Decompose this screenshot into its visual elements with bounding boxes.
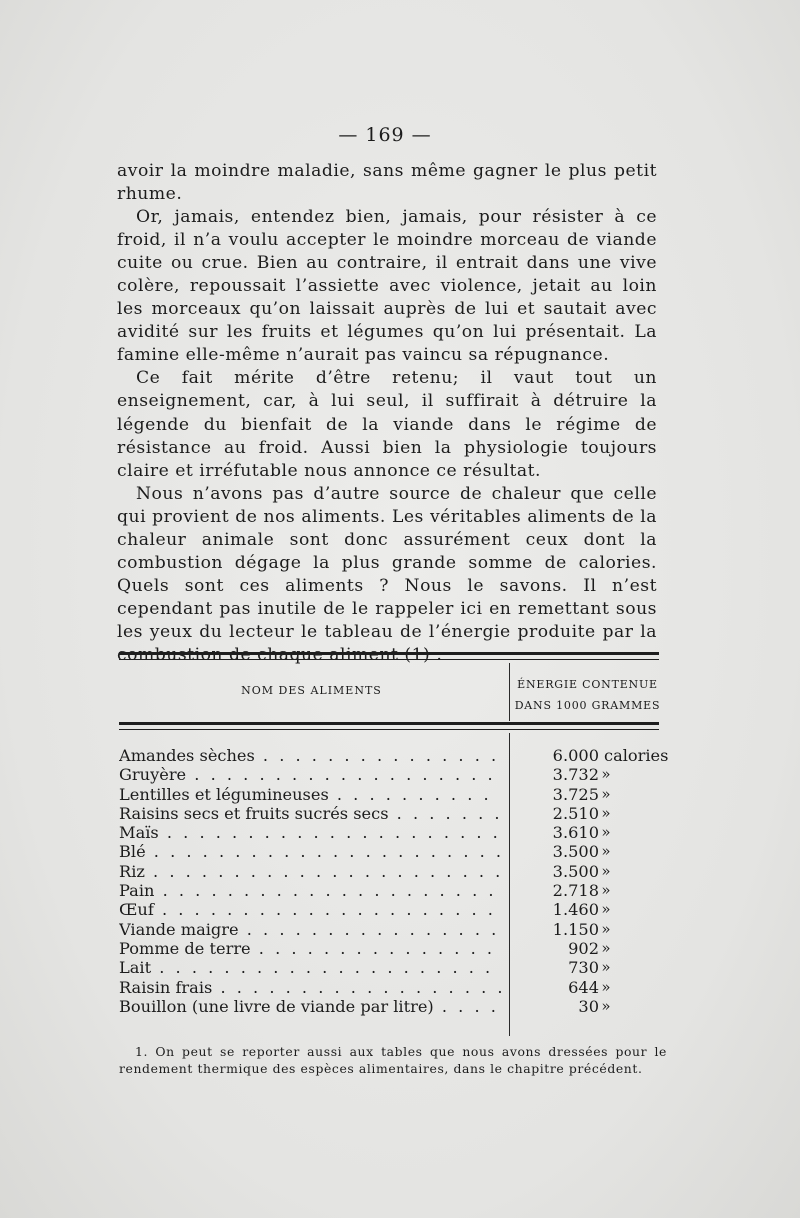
table-row [119, 842, 659, 861]
energy-value: 3.500 [552, 861, 599, 881]
page-number: — 169 — [338, 124, 432, 146]
table-top-rule-thin [119, 659, 659, 660]
table-top-rule [119, 652, 659, 655]
table-row [119, 804, 659, 823]
table-row [119, 862, 659, 881]
ditto-mark: » [601, 881, 611, 900]
paragraph: Nous n’avons pas d’autre source de chaleur que celle qui provient de nos aliments. Les véritables aliments de la chaleur animale sont donc assurément ceux dont la combustion dégage la plus grande somme de calories. Quels sont ces aliments ? Nous le savons. Il n’est cependant pas inutile de le rappeler ici en remettant sous les yeux du lecteur le tableau de l’énergie produite par la combustion de chaque aliment (1) : [117, 483, 657, 665]
energy-value: 730 [568, 958, 599, 978]
table-row [119, 765, 659, 784]
food-name: Lentilles et légumineuses . . . [119, 785, 501, 804]
energy-value: 3.610 [552, 823, 599, 843]
ditto-mark: » [601, 900, 611, 919]
energy-value: 644 [568, 977, 599, 997]
ditto-mark: » [601, 977, 611, 996]
table-row [119, 920, 659, 939]
food-name: Blé . . . [119, 842, 501, 861]
table-row [119, 900, 659, 919]
paragraph: Or, jamais, entendez bien, jamais, pour résister à ce froid, il n’a voulu accepter le moindre morceau de viande cuite ou crue. Bien au contraire, il entrait dans une vive colère, repoussait l’assiette avec violence, jetait au loin les morceaux qu’on laissait auprès de lui et sautait avec avidité sur les fruits et légumes qu’on lui présentait. La famine elle-même n’aurait pas vaincu sa répugnance. [117, 207, 657, 366]
header-bottom-rule [119, 722, 659, 725]
paragraph: avoir la moindre maladie, sans même gagner le plus petit rhume. [117, 161, 657, 205]
food-name: Maïs . . . [119, 823, 501, 842]
food-name: Viande maigre . . . [119, 920, 501, 939]
food-name: Bouillon (une livre de viande par litre) . . . [119, 997, 501, 1016]
ditto-mark: » [601, 996, 611, 1015]
body-text [117, 160, 657, 667]
food-name: Raisins secs et fruits sucrés secs . . . [119, 804, 501, 823]
food-name: Lait . . . [119, 958, 501, 977]
ditto-mark: » [601, 919, 611, 938]
header-energy [510, 674, 665, 716]
ditto-mark: » [601, 803, 611, 822]
ditto-mark: » [601, 938, 611, 957]
food-name: Amandes sèches . . . [119, 746, 501, 765]
ditto-mark: » [601, 784, 611, 803]
table-row [119, 881, 659, 900]
table-row [119, 978, 659, 997]
header-food-names: NOM DES ALIMENTS [241, 684, 382, 697]
table-row [119, 746, 669, 765]
food-name: Gruyère . . . [119, 765, 501, 784]
ditto-mark: » [601, 958, 611, 977]
energy-value: 2.510 [552, 803, 599, 823]
energy-value: 3.500 [552, 842, 599, 862]
food-name: Œuf . . . [119, 900, 501, 919]
energy-value: 1.150 [552, 919, 599, 939]
energy-value: 3.725 [552, 784, 599, 804]
paragraph: Ce fait mérite d’être retenu; il vaut tout un enseignement, car, à lui seul, il suffirait à détruire la légende du bienfait de la viande dans le régime de résistance au froid. Aussi bien la physiologie toujours claire et irréfutable nous annonce ce résultat. [117, 368, 657, 481]
energy-unit: calories [604, 746, 669, 765]
footnote: 1. On peut se reporter aussi aux tables que nous avons dressées pour le rendement thermique des espèces alimentaires, dans le chapitre précédent. [119, 1044, 667, 1076]
header-energy-line1: ÉNERGIE CONTENUE [517, 678, 658, 691]
table-row [119, 785, 659, 804]
food-name: Pain . . . [119, 881, 501, 900]
table-row [119, 939, 659, 958]
energy-value: 30 [578, 996, 599, 1016]
ditto-mark: » [601, 861, 611, 880]
energy-value: 902 [568, 938, 599, 958]
food-name: Pomme de terre . . . [119, 939, 501, 958]
energy-value: 1.460 [552, 900, 599, 920]
energy-table [119, 746, 669, 1016]
table-row [119, 997, 659, 1016]
header-bottom-rule-thin [119, 729, 659, 730]
food-name: Raisin frais . . . [119, 978, 501, 997]
energy-value: 6.000 [552, 746, 599, 765]
table-row [119, 823, 659, 842]
food-name: Riz . . . [119, 862, 501, 881]
header-energy-line2: DANS 1000 GRAMMES [514, 699, 661, 712]
energy-value: 3.732 [552, 765, 599, 785]
ditto-mark: » [601, 765, 611, 784]
ditto-mark: » [601, 823, 611, 842]
ditto-mark: » [601, 842, 611, 861]
table-row [119, 958, 659, 977]
energy-value: 2.718 [552, 881, 599, 901]
